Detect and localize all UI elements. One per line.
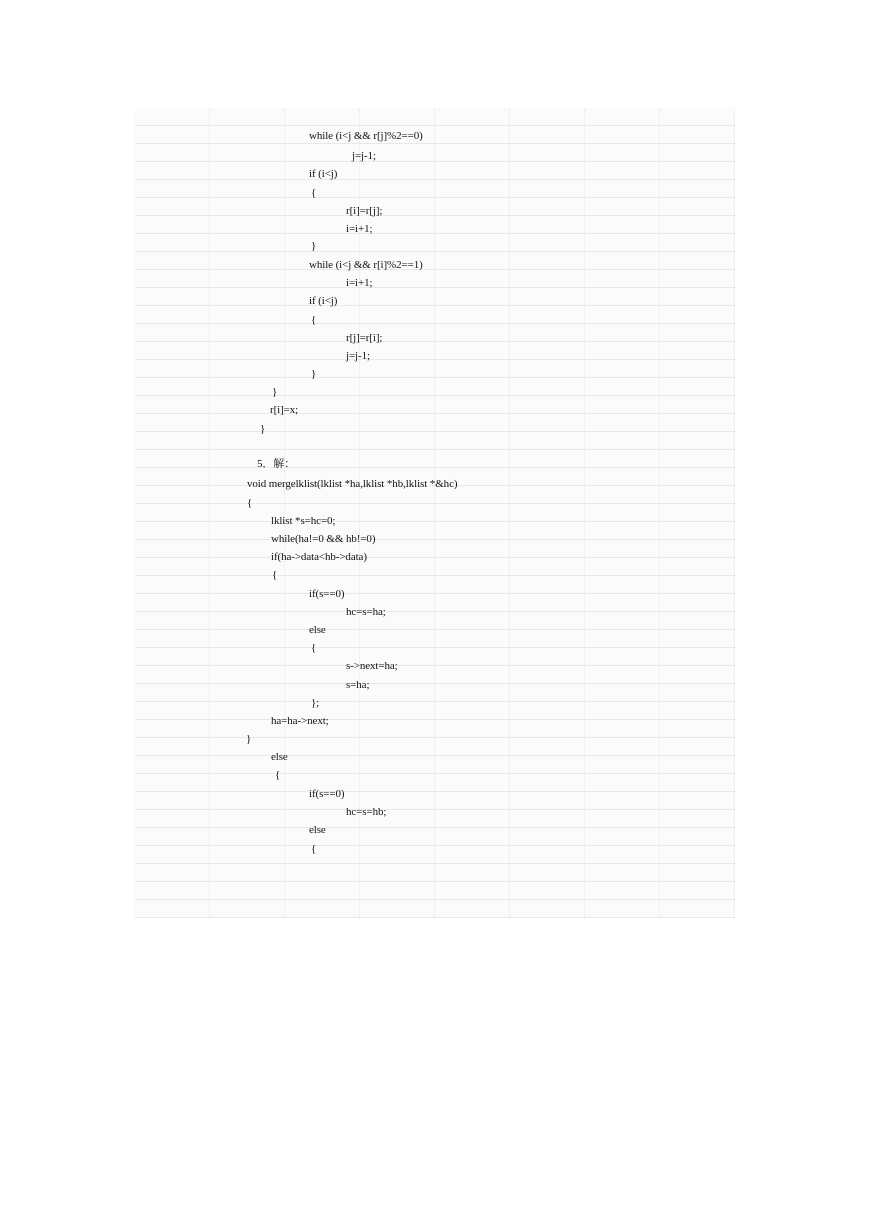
code-line: { [311,187,317,199]
code-line: { [272,569,278,581]
code-line: i=i+1; [346,277,373,289]
code-line: while (i<j && r[i]%2==1) [309,259,423,271]
code-line: r[i]=r[j]; [346,205,383,217]
code-line: hc=s=hb; [346,806,387,818]
code-line: if(s==0) [309,788,345,800]
code-line: } [311,368,317,380]
code-line: ha=ha->next; [271,715,329,727]
code-line: r[i]=x; [270,404,299,416]
code-line: if(ha->data<hb->data) [271,551,367,563]
code-line: } [260,423,266,435]
code-line: j=j-1; [352,150,376,162]
code-line: { [247,497,253,509]
code-line: if (i<j) [309,295,338,307]
code-line: else [309,624,326,636]
code-line: else [271,751,288,763]
code-line: if (i<j) [309,168,338,180]
code-line: else [309,824,326,836]
code-line: i=i+1; [346,223,373,235]
code-line: { [311,642,317,654]
code-line: } [246,733,252,745]
code-line: } [311,240,317,252]
code-line: { [311,314,317,326]
section-heading: 5．解： [257,458,296,470]
code-line: { [311,843,317,855]
code-line: while(ha!=0 && hb!=0) [271,533,376,545]
code-line: r[j]=r[i]; [346,332,383,344]
code-line: }; [311,697,320,709]
code-line: hc=s=ha; [346,606,386,618]
function-signature: void mergelklist(lklist *ha,lklist *hb,lklist *&hc) [247,478,458,490]
code-line: j=j-1; [346,350,370,362]
code-line: { [275,769,281,781]
scanned-page-region [135,108,735,918]
code-line: s->next=ha; [346,660,398,672]
code-line: lklist *s=hc=0; [271,515,336,527]
code-line: while (i<j && r[j]%2==0) [309,130,423,142]
code-line: s=ha; [346,679,370,691]
code-line: } [272,386,278,398]
code-line: if(s==0) [309,588,345,600]
